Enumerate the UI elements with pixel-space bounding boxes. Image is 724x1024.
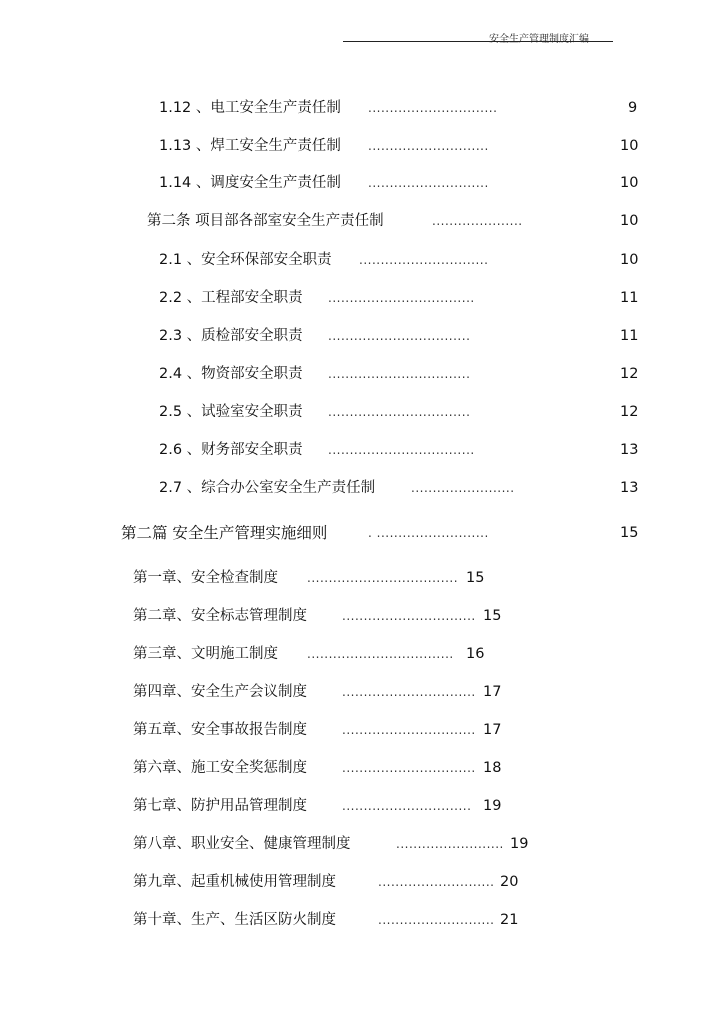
toc-entry-leader: ...............................: [342, 723, 476, 737]
toc-entry-leader: ...............................: [342, 761, 476, 775]
toc-entry[interactable]: [0, 400, 724, 424]
toc-entry-label: 第三章、文明施工制度: [133, 646, 278, 662]
toc-entry-page: 13: [620, 442, 639, 458]
toc-entry-label: 第七章、防护用品管理制度: [133, 798, 307, 814]
toc-entry-label: 2.2 、工程部安全职责: [159, 290, 303, 306]
toc-entry-page: 10: [620, 252, 639, 268]
toc-entry[interactable]: [0, 680, 724, 704]
toc-entry-label: 1.14 、调度安全生产责任制: [159, 175, 341, 191]
toc-entry[interactable]: [0, 870, 724, 894]
toc-entry-label: 第九章、起重机械使用管理制度: [133, 874, 336, 890]
toc-entry[interactable]: [0, 209, 724, 233]
toc-entry-leader: .........................: [396, 837, 504, 851]
toc-entry-leader: ............................: [368, 139, 489, 153]
toc-entry-leader: ..................................: [328, 443, 475, 457]
toc-entry-leader: ...............................: [342, 685, 476, 699]
toc-entry[interactable]: [0, 718, 724, 742]
toc-entry[interactable]: [0, 96, 724, 120]
toc-entry-page: 10: [620, 138, 639, 154]
toc-entry-label: 2.7 、综合办公室安全生产责任制: [159, 480, 376, 496]
toc-entry-label: 2.3 、质检部安全职责: [159, 328, 303, 344]
toc-entry[interactable]: [0, 476, 724, 500]
toc-entry-leader: ...................................: [307, 571, 459, 585]
toc-entry-leader: ..................................: [307, 647, 454, 661]
toc-entry-page: 10: [620, 175, 639, 191]
toc-entry-label: 第一章、安全检查制度: [133, 570, 278, 586]
toc-entry-page: 18: [483, 760, 502, 776]
toc-entry-label: 第四章、安全生产会议制度: [133, 684, 307, 700]
toc-entry-label: 第二篇 安全生产管理实施细则: [121, 524, 328, 542]
toc-entry-leader: .................................: [328, 367, 471, 381]
toc-entry-leader: ..............................: [342, 799, 472, 813]
toc-entry-page: 21: [500, 912, 519, 928]
toc-entry[interactable]: [0, 794, 724, 818]
toc-entry-leader: ..................................: [328, 291, 475, 305]
toc-entry-leader: ............................: [368, 176, 489, 190]
toc-entry-page: 16: [466, 646, 485, 662]
toc-entry-page: 13: [620, 480, 639, 496]
toc-entry[interactable]: [0, 324, 724, 348]
toc-entry-label: 第五章、安全事故报告制度: [133, 722, 307, 738]
toc-entry-page: 15: [483, 608, 502, 624]
toc-entry-page: 15: [620, 525, 639, 541]
toc-entry-page: 12: [620, 404, 639, 420]
header-divider: [343, 41, 613, 42]
toc-entry[interactable]: [0, 286, 724, 310]
toc-entry-page: 19: [483, 798, 502, 814]
toc-entry-page: 9: [628, 100, 638, 116]
toc-entry-label: 第十章、生产、生活区防火制度: [133, 912, 336, 928]
toc-entry-label: 1.12 、电工安全生产责任制: [159, 100, 341, 116]
toc-entry[interactable]: [0, 134, 724, 158]
toc-entry-page: 11: [620, 290, 639, 306]
toc-entry-leader: .................................: [328, 329, 471, 343]
toc-entry-label: 第二章、安全标志管理制度: [133, 608, 307, 624]
toc-entry[interactable]: [0, 171, 724, 195]
toc-entry-label: 第二条 项目部各部室安全生产责任制: [147, 213, 384, 229]
toc-entry-page: 11: [620, 328, 639, 344]
toc-entry-label: 2.6 、财务部安全职责: [159, 442, 303, 458]
toc-entry-label: 1.13 、焊工安全生产责任制: [159, 138, 341, 154]
toc-entry-page: 12: [620, 366, 639, 382]
toc-entry[interactable]: [0, 438, 724, 462]
toc-entry-leader: .....................: [432, 214, 523, 228]
toc-entry-leader: ..............................: [368, 101, 498, 115]
toc-entry-label: 2.5 、试验室安全职责: [159, 404, 303, 420]
toc-entry-page: 15: [466, 570, 485, 586]
toc-entry-page: 20: [500, 874, 519, 890]
toc-entry-page: 10: [620, 213, 639, 229]
toc-entry-label: 2.1 、安全环保部安全职责: [159, 252, 332, 268]
toc-entry[interactable]: [0, 832, 724, 856]
toc-section-entry[interactable]: [0, 521, 724, 545]
toc-entry-leader: ..............................: [359, 253, 489, 267]
toc-entry[interactable]: [0, 362, 724, 386]
toc-entry-leader: ...............................: [342, 609, 476, 623]
toc-entry-page: 17: [483, 684, 502, 700]
toc-entry-page: 19: [510, 836, 529, 852]
toc-entry[interactable]: [0, 566, 724, 590]
toc-entry-label: 2.4 、物资部安全职责: [159, 366, 303, 382]
toc-entry-label: 第八章、职业安全、健康管理制度: [133, 836, 351, 852]
toc-entry-leader: ...........................: [378, 913, 495, 927]
toc-entry[interactable]: [0, 248, 724, 272]
toc-entry-leader: . ..........................: [368, 526, 489, 540]
toc-entry-leader: ...........................: [378, 875, 495, 889]
toc-entry-leader: ........................: [411, 481, 515, 495]
toc-entry-page: 17: [483, 722, 502, 738]
running-header: 安全生产管理制度汇编: [489, 34, 589, 45]
toc-entry[interactable]: [0, 756, 724, 780]
toc-entry-leader: .................................: [328, 405, 471, 419]
toc-entry[interactable]: [0, 642, 724, 666]
toc-entry-label: 第六章、施工安全奖惩制度: [133, 760, 307, 776]
toc-entry[interactable]: [0, 604, 724, 628]
toc-entry[interactable]: [0, 908, 724, 932]
